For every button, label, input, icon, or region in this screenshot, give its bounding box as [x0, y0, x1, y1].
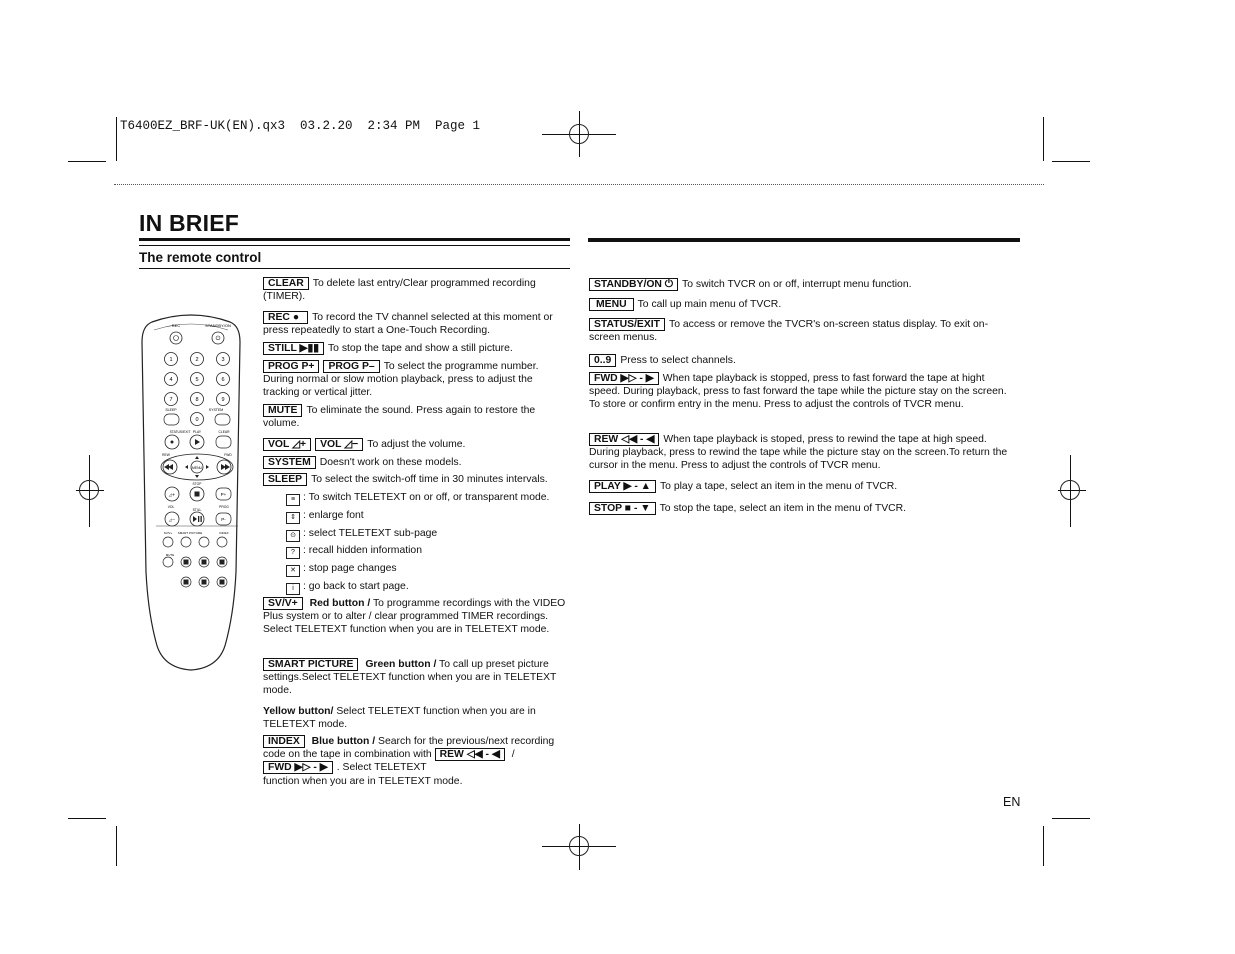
print-slug: T6400EZ_BRF-UK(EN).qx3 03.2.20 2:34 PM Page 1 — [120, 119, 481, 133]
remote-digit-label: 8 — [195, 397, 199, 403]
entry-mute — [263, 404, 569, 430]
remote-mute-label: MUTE — [165, 553, 175, 557]
crop-mark — [1052, 161, 1090, 162]
reveal-icon: ? — [286, 547, 300, 559]
prog-minus-key: PROG P– — [323, 360, 379, 373]
mute-key: MUTE — [263, 404, 302, 417]
still-desc: To stop the tape and show a still picture. — [327, 343, 513, 354]
remote-play-label: PLAY — [192, 430, 202, 434]
play-desc: To play a tape, select an item in the menu of TVCR. — [659, 481, 898, 492]
svg-text:⏻: ⏻ — [215, 335, 221, 342]
blue-desc-2: . Select TELETEXT — [336, 762, 427, 774]
teletext-desc: : To switch TELETEXT on or off, or transparent mode. — [303, 492, 550, 503]
remote-status-label: STATUS/EXIT — [169, 430, 191, 434]
digits-key: 0..9 — [589, 354, 616, 367]
yellow-label: Yellow button/ — [263, 706, 334, 717]
remote-smart-label: SMART PICTURE — [177, 531, 203, 535]
fwd-key-inline: FWD ▶▷ - ▶ — [263, 761, 333, 774]
remote-sleep-label: SLEEP — [165, 408, 177, 412]
clear-desc: To delete last entry/Clear programmed recording (TIMER). — [263, 278, 536, 303]
rec-desc: To record the TV channel selected at this moment or press repeatedly to start a One-Touch Recording. — [263, 312, 553, 337]
remote-still-label: STILL — [192, 508, 202, 512]
crop-mark — [68, 161, 106, 162]
remote-pplus-label: P+ — [220, 492, 227, 497]
remote-digit-label: 4 — [169, 377, 173, 383]
enlarge-icon: ⇕ — [286, 512, 300, 524]
vol-plus-key: VOL ◿+ — [263, 438, 311, 451]
index-key: INDEX — [263, 735, 305, 748]
entry-smart-picture — [263, 658, 569, 698]
crop-mark — [1052, 818, 1090, 819]
remote-standby-label: STANDBY/ON — [205, 323, 231, 328]
remote-digit-label: 3 — [221, 357, 225, 363]
remote-system-label: SYSTEM — [208, 408, 224, 412]
rew-desc: When tape playback is stoped, press to rewind the tape at high speed. During playback, press to rewind the tape while the picture stay on the screen.To return the cursor in the menu. Press to adjust the controls of TVCR menu. — [589, 434, 1008, 472]
entry-system — [263, 456, 569, 469]
svv-key: SV/V+ — [263, 597, 303, 610]
remote-stop-label: STOP — [192, 482, 202, 486]
teletext-item — [286, 509, 572, 524]
crop-mark — [116, 826, 117, 866]
remote-prog-label: PROG — [219, 505, 229, 509]
remote-digit-label: 1 — [169, 357, 173, 363]
remote-pminus-label: P- — [221, 517, 226, 522]
red-desc: To programme recordings with the VIDEO Plus system or to alter / clear programmed TIMER recordings. Select TELETEXT function when you are in TELETEXT mode. — [263, 598, 566, 636]
svg-text:◿+: ◿+ — [168, 492, 176, 497]
remote-digit-label: 5 — [195, 377, 199, 383]
remote-svv-label: SV/V+ — [163, 531, 173, 535]
crop-mark — [1043, 117, 1044, 161]
remote-rec-label: REC — [171, 323, 181, 328]
teletext-desc: : select TELETEXT sub-page — [303, 528, 438, 539]
remote-digit-label: 0 — [195, 417, 199, 423]
teletext-desc: : enlarge font — [303, 510, 364, 521]
green-label: Green button / — [365, 659, 437, 670]
entry-fwd — [589, 372, 1017, 412]
rew-key-inline: REW ◁◀ - ◀ — [435, 748, 505, 761]
crop-mark — [1043, 826, 1044, 866]
status-exit-key: STATUS/EXIT — [589, 318, 665, 331]
rew-key: REW ◁◀ - ◀ — [589, 433, 659, 446]
language-code: EN — [1003, 795, 1021, 809]
blue-desc: Search for the previous/next recording code on the tape in combination with — [263, 736, 555, 761]
entry-rew — [589, 433, 1017, 473]
entry-prog — [263, 360, 569, 400]
vol-desc: To adjust the volume. — [367, 439, 466, 450]
remote-fwd-label: FWD — [224, 453, 232, 457]
blue-desc-3: function when you are in TELETEXT mode. — [263, 775, 463, 787]
fwd-key: FWD ▶▷ - ▶ — [589, 372, 659, 385]
entry-clear — [263, 277, 569, 303]
standby-key: STANDBY/ON ⏻ — [589, 278, 678, 291]
entry-index — [263, 735, 569, 788]
entry-svv — [263, 597, 569, 637]
entry-play — [589, 480, 1017, 493]
status-desc: To access or remove the TVCR's on-screen status display. To exit on-screen menus. — [589, 319, 989, 344]
subpage-icon: ⊙ — [286, 530, 300, 542]
smart-picture-key: SMART PICTURE — [263, 658, 358, 671]
entry-stop — [589, 502, 1017, 515]
system-desc: Doesn't work on these models. — [319, 457, 462, 468]
remote-control-illustration — [140, 312, 242, 674]
still-key: STILL ▶▮▮ — [263, 342, 324, 355]
sleep-key: SLEEP — [263, 473, 307, 486]
menu-desc: To call up main menu of TVCR. — [637, 299, 782, 310]
vol-minus-key: VOL ◿− — [315, 438, 363, 451]
blue-label: Blue button / — [311, 736, 376, 747]
teletext-desc: : recall hidden information — [303, 545, 422, 556]
remote-rew-label: REW — [162, 453, 170, 457]
crop-mark — [68, 818, 106, 819]
section-heading: The remote control — [139, 250, 262, 265]
teletext-item — [286, 527, 572, 542]
page-title: IN BRIEF — [139, 210, 239, 236]
stop-desc: To stop the tape, select an item in the menu of TVCR. — [659, 503, 907, 514]
teletext-desc: : go back to start page. — [303, 581, 409, 592]
prog-plus-key: PROG P+ — [263, 360, 319, 373]
title-rule-thin — [139, 245, 570, 246]
standby-desc: To switch TVCR on or off, interrupt menu function. — [682, 279, 912, 290]
digits-desc: Press to select channels. — [620, 355, 736, 366]
teletext-item — [286, 491, 572, 506]
right-column-rule — [588, 238, 1020, 242]
teletext-item — [286, 580, 572, 595]
menu-key: MENU — [589, 298, 634, 311]
clear-key: CLEAR — [263, 277, 309, 290]
remote-index-label: INDEX — [219, 531, 229, 535]
entry-menu — [589, 298, 1017, 311]
remote-clear-label: CLEAR — [218, 430, 230, 434]
teletext-item — [286, 544, 572, 559]
entry-rec — [263, 311, 569, 337]
entry-sleep — [263, 473, 569, 486]
mute-desc: To eliminate the sound. Press again to restore the volume. — [263, 405, 536, 430]
remote-digit-label: 2 — [195, 357, 199, 363]
prog-desc: To select the programme number. During normal or slow motion playback, press to adjust the tracking or vertical jitter. — [263, 361, 539, 399]
slash: / — [511, 749, 515, 761]
teletext-item — [286, 562, 572, 577]
svg-text:◿−: ◿− — [168, 517, 176, 522]
play-key: PLAY ▶ - ▲ — [589, 480, 656, 493]
remote-digit-label: 6 — [221, 377, 225, 383]
remote-menu-label: MENU — [192, 466, 202, 470]
rec-key: REC ● — [263, 311, 308, 324]
sleep-desc: To select the switch-off time in 30 minutes intervals. — [311, 474, 548, 485]
hold-icon: ✕ — [286, 565, 300, 577]
teletext-toggle-icon: ≡ — [286, 494, 300, 506]
red-label: Red button / — [309, 598, 371, 609]
subhead-rule — [139, 268, 570, 269]
stop-key: STOP ■ - ▼ — [589, 502, 656, 515]
entry-standby — [589, 278, 1017, 291]
index-page-icon: i — [286, 583, 300, 595]
system-key: SYSTEM — [263, 456, 316, 469]
entry-digits — [589, 354, 1017, 367]
crop-mark — [116, 117, 117, 161]
title-rule — [139, 238, 570, 241]
remote-digit-label: 9 — [221, 397, 225, 403]
dotted-divider — [114, 184, 1044, 185]
entry-status — [589, 318, 1017, 344]
entry-yellow — [263, 705, 569, 731]
fwd-desc: When tape playback is stopped, press to fast forward the tape at hight speed. During playback, press to fast forward the tape while the picture stay on the screen. To store or confirm entry in the menu. Press to adjust the controls of TVCR menu. — [589, 373, 1007, 411]
entry-vol — [263, 438, 569, 451]
remote-digit-label: 7 — [169, 397, 173, 403]
yellow-desc: Select TELETEXT function when you are in TELETEXT mode. — [263, 706, 536, 731]
teletext-desc: : stop page changes — [303, 563, 397, 574]
entry-still — [263, 342, 569, 355]
remote-vol-label: VOL — [167, 505, 175, 509]
green-desc: To call up preset picture settings.Select TELETEXT function when you are in TELETEXT mode. — [263, 659, 557, 697]
